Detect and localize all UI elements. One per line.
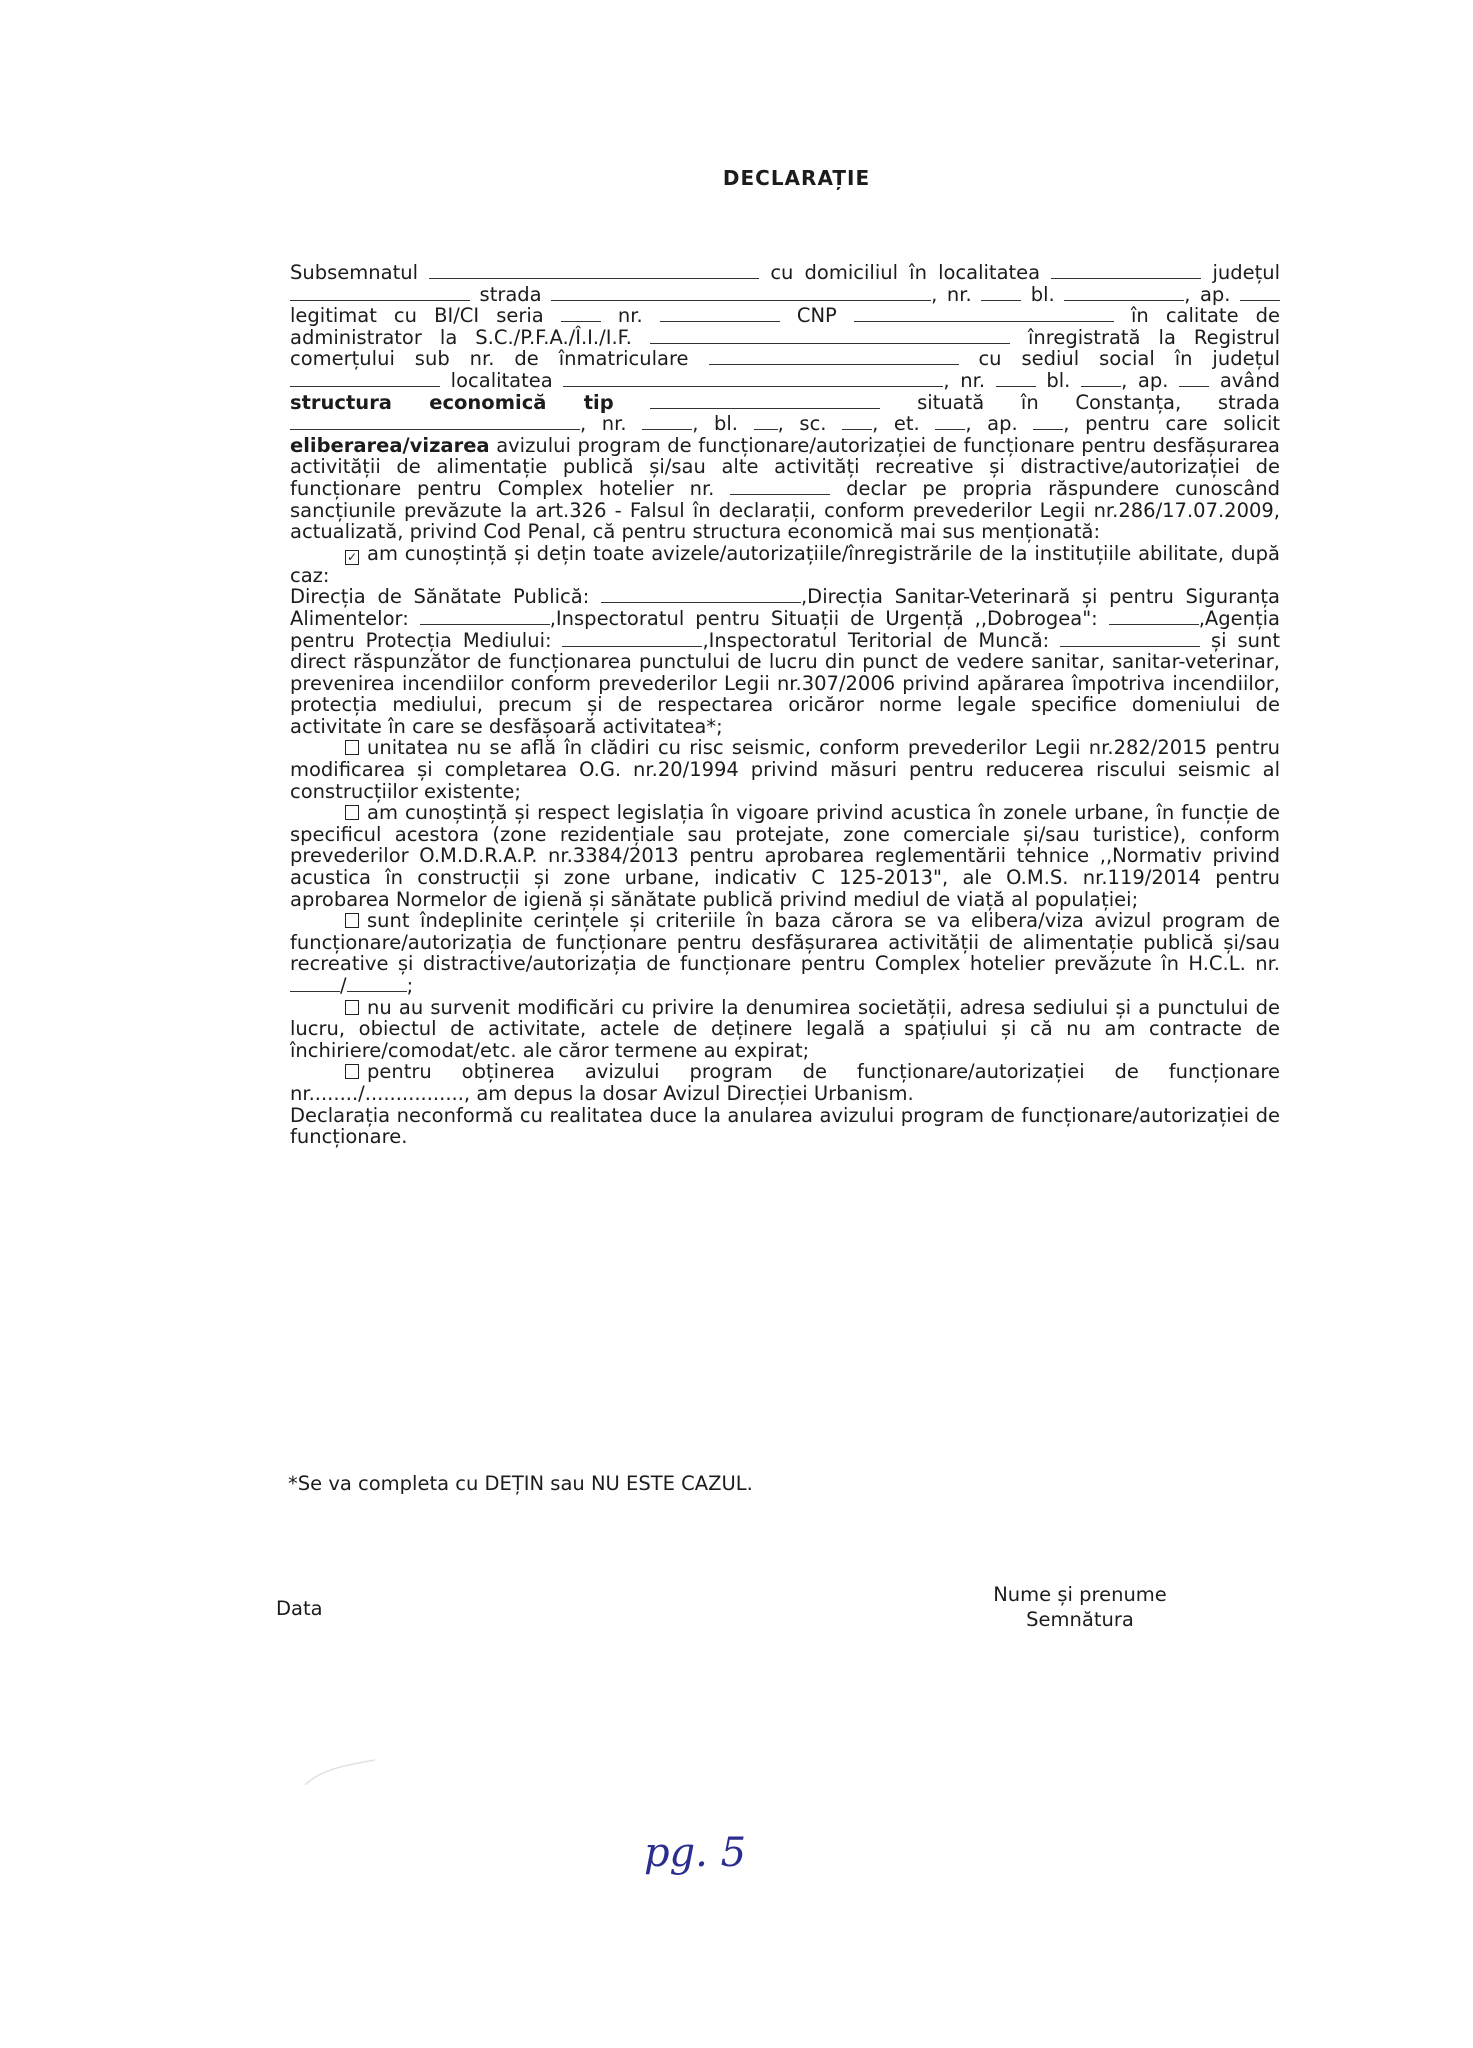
- hcl-year-field[interactable]: [347, 977, 407, 992]
- item-text: am cunoștință și respect legislația în vigoare privind acustica în zonele urbane, în funcție de specificul acestora (zone rezidențiale sau protejate, zone comerciale și/sau turistice), conform prevederilor O.M.D.R.A.P. nr.3384/2013 pentru aprobarea reglementării tehnice ,,Normativ privind acustica în construcții și zone urbane, indicativ C 125-2013", ale O.M.S. nr.119/2014 pentru aprobarea Normelor de igienă și sănătate publică privind mediul de viață al populației;: [290, 801, 1280, 911]
- label-avand: având: [1219, 368, 1280, 392]
- hq-apartment-field[interactable]: [1179, 372, 1209, 387]
- name-field[interactable]: [429, 264, 759, 279]
- handwritten-page-note: pg. 5: [643, 1830, 747, 1876]
- item-text: sunt îndeplinite cerințele și criteriile în baza cărora se va elibera/viza avizul program de funcționare/autorizația de funcționare pentru desfășurarea activității de alimentație publică și/sau recreative și distractive/autorizația de funcționare pentru Complex hotelier prevăzute în H.C.L. nr.: [290, 909, 1280, 976]
- label-ap-sediu: , ap.: [1121, 368, 1169, 392]
- label-itm: ,Inspectoratul Teritorial de Muncă:: [702, 628, 1050, 652]
- label-isu: ,Inspectoratul pentru Situații de Urgență ,,Dobrogea":: [549, 606, 1098, 630]
- label-bl: bl.: [1030, 282, 1055, 306]
- label-id-nr: nr.: [617, 304, 643, 328]
- isu-field[interactable]: [1109, 610, 1199, 625]
- apartment-field[interactable]: [1240, 286, 1280, 301]
- request-text: avizului program de funcționare/autorizației de funcționare pentru desfășurarea activității de alimentație publică și/sau alte activități recreative și distractive/autorizației de funcționare pentru Complex hotelier nr.: [290, 433, 1281, 500]
- label-subsemnatul: Subsemnatul: [290, 261, 418, 284]
- label-registru: la Registrul comerțului sub nr. de înmatriculare: [290, 325, 1281, 371]
- block-field[interactable]: [1064, 286, 1184, 301]
- label-localitate-sediu: localitatea: [450, 368, 553, 392]
- label-situata: situată în Constanța,: [917, 390, 1182, 414]
- label-judet: județul: [1212, 261, 1281, 284]
- intro-paragraph: [290, 262, 1280, 543]
- date-label: Data: [276, 1597, 323, 1620]
- structure-type-field[interactable]: [650, 394, 880, 409]
- apm-field[interactable]: [562, 632, 702, 647]
- checkbox-authorizations[interactable]: ✓: [346, 549, 358, 564]
- item-acoustics: [290, 802, 1280, 910]
- item-authorizations: [290, 543, 1280, 587]
- label-apm: ,Agenția pentru Protecția Mediului:: [290, 606, 1280, 652]
- footnote: *Se va completa cu DEȚIN sau NU ESTE CAZUL.: [288, 1472, 753, 1495]
- work-floor-field[interactable]: [935, 415, 965, 430]
- item-urbanism: [290, 1061, 1280, 1104]
- locality-field[interactable]: [1051, 264, 1201, 279]
- work-number-field[interactable]: [642, 415, 692, 430]
- label-strada-punct: strada: [1217, 390, 1281, 414]
- signature-block: [980, 1582, 1180, 1632]
- name-label: Nume și prenume: [993, 1583, 1167, 1606]
- item-seismic: [290, 737, 1280, 802]
- dsv-field[interactable]: [420, 610, 550, 625]
- checkbox-no-changes[interactable]: [345, 1000, 359, 1015]
- item-text-end: ;: [406, 974, 414, 997]
- work-block-field[interactable]: [754, 415, 778, 430]
- label-dsv: ,Direcția Sanitar-Veterinară și pentru Siguranța Alimentelor:: [290, 585, 1280, 630]
- street-field[interactable]: [551, 286, 931, 301]
- hq-county-field[interactable]: [290, 372, 440, 387]
- work-staircase-field[interactable]: [842, 415, 872, 430]
- label-nr-sediu: , nr.: [943, 368, 986, 392]
- label-bici: legitimat cu BI/CI seria: [290, 304, 544, 328]
- hq-number-field[interactable]: [996, 372, 1036, 387]
- document-title: DECLARAȚIE: [722, 166, 871, 190]
- label-pentru-care: , pentru care: [1063, 412, 1208, 436]
- item-no-changes: [290, 997, 1280, 1062]
- work-street-field[interactable]: [290, 415, 580, 430]
- label-administrator: de administrator la S.C./P.F.A./Î.I./I.F.: [290, 304, 1281, 349]
- label-structura: structura economică tip: [290, 390, 614, 414]
- responsibility-text: declar pe propria răspundere cunoscând sancțiunile prevăzute la art.326 - Falsul în declarații, conform prevederilor Legii nr.286/17.07.2009, actualizată, privind Cod Penal, că pentru structura economică mai sus menționată:: [290, 476, 1281, 544]
- label-inregistrata: înregistrată: [1027, 325, 1141, 349]
- label-sc-punct: , sc.: [777, 412, 827, 436]
- label-calitate: în calitate: [1130, 304, 1239, 328]
- label-et-punct: , et.: [872, 412, 920, 436]
- checkbox-requirements[interactable]: [345, 913, 359, 928]
- item-text: nu au survenit modificări cu privire la denumirea societății, adresa sediului și a punctului de lucru, obiectul de activitate, actele de deținere legală a spațiului și că nu am contracte de închiriere/comodat/etc. ale căror termene au expirat;: [290, 995, 1280, 1062]
- dsp-field[interactable]: [601, 588, 801, 603]
- cnp-field[interactable]: [854, 307, 1114, 322]
- item-text: unitatea nu se află în clădiri cu risc seismic, conform prevederilor Legii nr.282/2015 pentru modificarea și completarea O.G. nr.20/1994 privind măsuri pentru reducerea riscului seismic al construcțiilor existente;: [290, 736, 1280, 803]
- county-field[interactable]: [290, 286, 470, 301]
- closing-statement: Declarația neconformă cu realitatea duce la anularea avizului program de funcționare/autorizației de funcționare.: [290, 1103, 1280, 1149]
- registration-number-field[interactable]: [709, 350, 959, 365]
- number-field[interactable]: [981, 286, 1021, 301]
- label-ap: , ap.: [1184, 282, 1231, 306]
- signature-label: Semnătura: [1026, 1608, 1134, 1631]
- label-domiciliu: cu domiciliul în localitatea: [770, 261, 1041, 284]
- item-requirements: sunt îndeplinite cerințele și criteriile în baza cărora se va elibera/viza avizul program de funcționare/autorizația de funcționare pentru desfășurarea activității de alimentație publică și/sau recreative și distractive/autorizația de funcționare pentru Complex hotelier prevăzute în H.C.L. nr./ ;: [290, 909, 1280, 997]
- id-number-field[interactable]: [660, 307, 780, 322]
- work-apartment-field[interactable]: [1033, 415, 1063, 430]
- checkbox-acoustics[interactable]: [345, 805, 359, 820]
- checkbox-seismic[interactable]: [345, 740, 359, 755]
- label-ap-punct: , ap.: [965, 412, 1018, 436]
- itm-field[interactable]: [1060, 632, 1200, 647]
- item-authorizations-details: [290, 586, 1280, 737]
- hq-block-field[interactable]: [1081, 372, 1121, 387]
- label-dsp: Direcția de Sănătate Publică:: [290, 585, 590, 609]
- hotel-number-field[interactable]: [730, 480, 830, 495]
- company-field[interactable]: [650, 329, 1010, 344]
- label-solicit: solicit: [1223, 412, 1281, 436]
- label-bl-punct: , bl.: [692, 412, 738, 436]
- checkbox-urbanism[interactable]: [345, 1064, 359, 1079]
- hq-locality-field[interactable]: [563, 372, 943, 387]
- label-sediu-social: cu sediul social: [978, 347, 1155, 371]
- label-nr: , nr.: [931, 282, 972, 306]
- id-series-field[interactable]: [561, 307, 601, 322]
- scan-artifact: [300, 1755, 380, 1795]
- item-text: pentru obținerea avizului program de funcționare/autorizației de funcționare nr......../................, am depus la dosar Avizul Direcției Urbanism.: [290, 1060, 1280, 1105]
- hcl-number-field[interactable]: [290, 977, 340, 992]
- label-cnp: CNP: [796, 304, 837, 328]
- label-judet-sediu: în județul: [1174, 347, 1280, 371]
- label-bl-sediu: bl.: [1046, 368, 1071, 392]
- label-strada: strada: [479, 282, 542, 306]
- item-text: și sunt direct răspunzător de funcționarea punctului de lucru din punct de vedere sanitar, sanitar-veterinar, prevenirea incendiilor conform prevederilor Legii nr.307/2006 privind apărarea împotriva incendiilor, protecția mediului, precum și de respectarea oricăror norme legale specifice domeniului de activitate în care se desfășoară activitatea*;: [290, 628, 1280, 738]
- declaration-body: [290, 262, 1280, 1148]
- label-eliberarea: eliberarea/vizarea: [290, 433, 490, 457]
- item-text: am cunoștință și dețin toate avizele/autorizațiile/înregistrările de la instituțiile abilitate, după caz:: [290, 541, 1280, 587]
- label-nr-punct: , nr.: [580, 412, 627, 436]
